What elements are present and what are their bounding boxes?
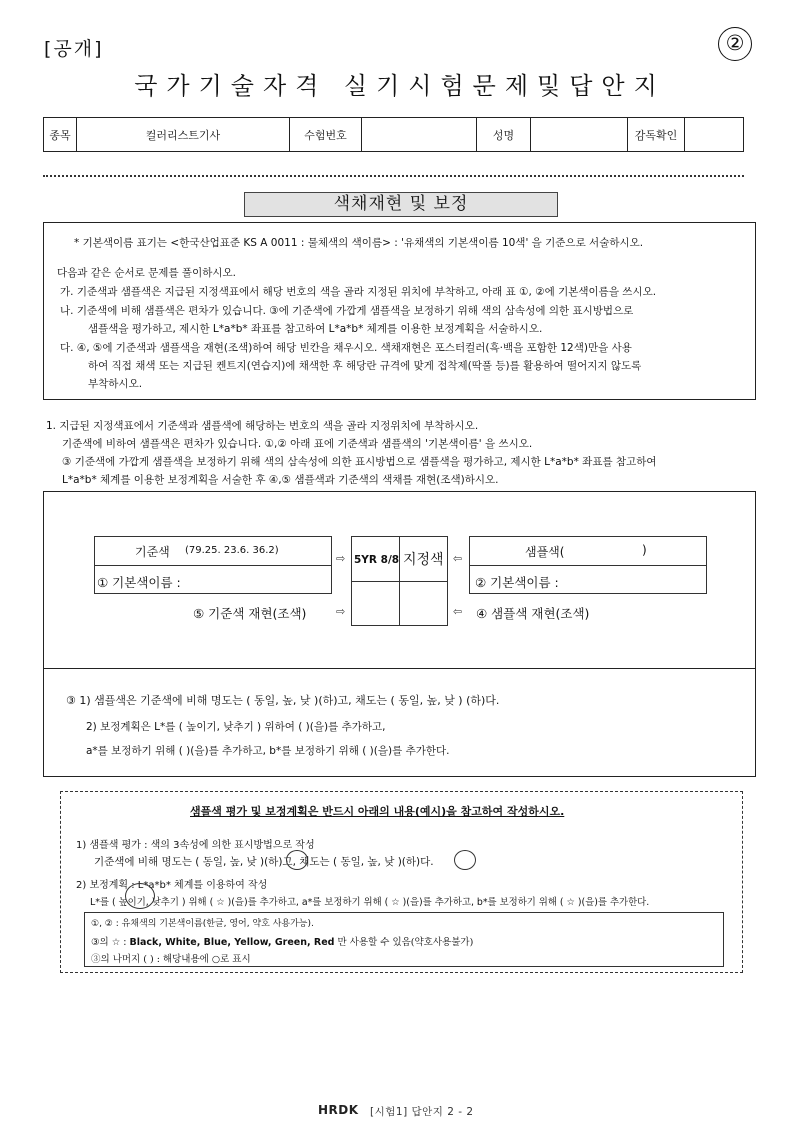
naming-note: * 기본색이름 표기는 <한국산업표준 KS A 0011 : 물체색의 색이름> : '유채색의 기본색이름 10색' 을 기준으로 서술하시오. bbox=[74, 237, 644, 249]
instruction-na-1: 나. 기준색에 비해 샘플색은 편차가 있습니다. ③에 기준색에 가깝게 샘플색을 보정하기 위해 색의 삼속성에 의한 표시방법으로 bbox=[60, 305, 634, 317]
reproduce-ref-swatch[interactable] bbox=[352, 582, 399, 625]
example-circle-mark bbox=[125, 883, 155, 909]
reproduce-sample-swatch[interactable] bbox=[400, 582, 447, 625]
arrow-right-icon: ⇨ bbox=[336, 552, 346, 565]
reference-plan-example: L*를 ( 높이기, 낮추기 ) 위해 ( ☆ )(을)를 추가하고, a*를 보정하기 위해 ( ☆ )(을)를 추가하고, b*를 보정하기 위해 ( ☆ )(을)를 추가한다. bbox=[90, 897, 650, 908]
public-label: [공개] bbox=[44, 38, 104, 60]
section-title: 색채재현 및 보정 bbox=[244, 192, 558, 217]
basic-name-1-field[interactable] bbox=[230, 570, 326, 590]
sample-color-number-field[interactable] bbox=[575, 542, 639, 560]
reference-color-coords: (79.25. 23.6. 36.2) bbox=[185, 545, 279, 556]
evaluation-line: ③ 1) 샘플색은 기준색에 비해 명도는 ( 동일, 높, 낮 )(하)고, 채도는 ( 동일, 높, 낮 ) (하)다. bbox=[66, 694, 500, 707]
sample-color-close: ) bbox=[642, 543, 647, 557]
instruction-da-2: 하여 직접 채색 또는 지급된 켄트지(연습지)에 채색한 후 해당란 규격에 맞게 접착제(딱풀 등)를 활용하여 떨어지지 않도록 bbox=[88, 360, 642, 372]
question-line-4: L*a*b* 체계를 이용한 보정계획을 서술한 후 ④,⑤ 샘플색과 기준색의 색채를 재현(조색)하시오. bbox=[62, 474, 499, 486]
sample-color-label: 샘플색( bbox=[525, 545, 565, 559]
name-label: 성명 bbox=[477, 118, 531, 152]
designated-color-label: 지정색 bbox=[403, 552, 444, 568]
instructions-box bbox=[43, 222, 756, 400]
instructions-intro: 다음과 같은 순서로 문제를 풀이하시오. bbox=[57, 267, 236, 279]
supervisor-field[interactable] bbox=[685, 118, 744, 152]
instruction-da-3: 부착하시오. bbox=[88, 378, 143, 390]
munsell-value: 5YR 8/8 bbox=[354, 554, 400, 566]
arrow-left-icon: ⇦ bbox=[453, 552, 463, 565]
exam-number-field[interactable] bbox=[362, 118, 477, 152]
page-number: ② bbox=[718, 27, 752, 61]
reproduce-sample-label: ④ 샘플색 재현(조색) bbox=[476, 606, 590, 621]
question-line-3: ③ 기준색에 가깝게 샘플색을 보정하기 위해 색의 삼속성에 의한 표시방법으로 샘플색을 평가하고, 제시한 L*a*b* 좌표를 참고하여 bbox=[62, 456, 657, 468]
field-value: 컬러리스트기사 bbox=[77, 118, 290, 152]
hrdk-logo: HRDK bbox=[318, 1103, 359, 1117]
instruction-da-1: 다. ④, ⑤에 기준색과 샘플색을 재현(조색)하여 해당 빈칸을 채우시오. 색채재현은 포스터컬러(흑·백을 포함한 12색)만을 사용 bbox=[60, 342, 632, 354]
example-circle-mark bbox=[286, 850, 308, 870]
reference-title: 샘플색 평가 및 보정계획은 반드시 아래의 내용(예시)을 참고하여 작성하시오. bbox=[190, 805, 565, 818]
instruction-ga: 가. 기준색과 샘플색은 지급된 지정색표에서 해당 번호의 색을 골라 지정된 위치에 부착하고, 아래 표 ①, ②에 기본색이름을 쓰시오. bbox=[60, 286, 657, 298]
note-2-prefix: ③의 ☆ : bbox=[91, 937, 127, 948]
question-line-1: 1. 지급된 지정색표에서 기준색과 샘플색에 해당하는 번호의 색을 골라 지정위치에 부착하시오. bbox=[46, 420, 479, 432]
exam-info-table bbox=[43, 117, 744, 152]
instruction-na-2: 샘플색을 평가하고, 제시한 L*a*b* 좌표를 참고하여 L*a*b* 체계를 이용한 보정계획을 서술하시오. bbox=[88, 323, 543, 335]
reference-eval-example: 기준색에 비해 명도는 ( 동일, 높, 낮 )(하)고, 채도는 ( 동일, 높, 낮 )(하)다. bbox=[94, 856, 434, 868]
arrow-right-icon: ⇨ bbox=[336, 605, 346, 618]
note-1: ①, ② : 유채색의 기본색이름(한글, 영어, 약호 사용가능). bbox=[91, 919, 314, 929]
reproduce-ref-label: ⑤ 기준색 재현(조색) bbox=[193, 606, 307, 621]
question-line-2: 기준색에 비하여 샘플색은 편차가 있습니다. ①,② 아래 표에 기준색과 샘플색의 '기본색이름' 을 쓰시오. bbox=[62, 438, 533, 450]
answer-box bbox=[43, 491, 756, 777]
supervisor-label: 감독확인 bbox=[628, 118, 685, 152]
note-2 bbox=[91, 934, 473, 948]
reference-eval-head: 1) 샘플색 평가 : 색의 3속성에 의한 표시방법으로 작성 bbox=[76, 840, 315, 851]
correction-plan-line-2: a*를 보정하기 위해 ( )(을)를 추가하고, b*를 보정하기 위해 ( )(을)를 추가한다. bbox=[86, 745, 450, 757]
note-2-suffix: 만 사용할 수 있음(약호사용불가) bbox=[337, 937, 474, 948]
reference-color-label: 기준색 bbox=[135, 545, 170, 559]
page-title: 국가기술자격 실기시험문제및답안지 bbox=[134, 72, 666, 100]
example-circle-mark bbox=[454, 850, 476, 870]
answer-divider bbox=[43, 668, 756, 669]
correction-plan-line-1: 2) 보정계획은 L*를 ( 높이기, 낮추기 ) 위하여 ( )(을)를 추가하고, bbox=[86, 721, 386, 733]
dotted-divider bbox=[43, 175, 744, 177]
basic-name-2-field[interactable] bbox=[590, 570, 700, 590]
basic-name-1-label: ① 기본색이름 : bbox=[97, 575, 181, 590]
basic-name-2-label: ② 기본색이름 : bbox=[475, 575, 559, 590]
note-3: ③의 나머지 ( ) : 해당내용에 ○로 표시 bbox=[91, 954, 251, 965]
exam-number-label: 수험번호 bbox=[290, 118, 362, 152]
field-label: 종목 bbox=[44, 118, 77, 152]
name-field[interactable] bbox=[531, 118, 628, 152]
note-2-colors: Black, White, Blue, Yellow, Green, Red bbox=[129, 937, 335, 948]
reference-plan-head: 2) 보정계획 : L*a*b* 체계를 이용하여 작성 bbox=[76, 880, 268, 891]
arrow-left-icon: ⇦ bbox=[453, 605, 463, 618]
footer-page-info: [시험1] 답안지 2 - 2 bbox=[370, 1106, 474, 1118]
